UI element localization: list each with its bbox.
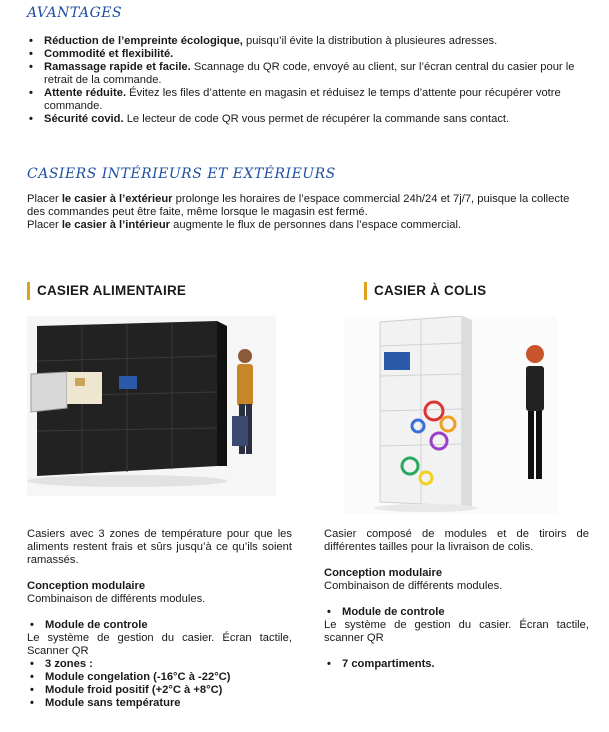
casiers-intro [27, 193, 587, 232]
list-item: • Réduction de l’empreinte écologique, puisqu’il évite la distribution à plusieures adresses. [27, 35, 587, 48]
parcel-locker-illustration [344, 316, 557, 514]
list-item: • Attente réduite. Évitez les files d’attente en magasin et réduisez le temps d’attente pour récupérer votre commande. [27, 87, 587, 113]
food-locker-photo [27, 316, 276, 496]
food-locker-illustration [27, 316, 276, 496]
list-item: • Module sans température [27, 697, 292, 710]
section-title-colis: CASIER À COLIS [364, 282, 486, 300]
list-item: • Module de controle [27, 619, 292, 632]
list-item: • Ramassage rapide et facile. Scannage du QR code, envoyé au client, sur l’écran central du casier pour le retrait de la commande. [27, 61, 587, 87]
list-item: • 3 zones : [27, 658, 292, 671]
intro-paragraph-outdoor: Placer le casier à l’extérieur prolonge les horaires de l’espace commercial 24h/24 et 7j/7, puisque la collecte des commandes peut être faite, même lorsque le magasin est fermé. [27, 193, 570, 218]
casiers-heading: CASIERS INTÉRIEURS ET EXTÉRIEURS [27, 166, 336, 182]
avantages-heading: AVANTAGES [27, 5, 123, 21]
intro-paragraph-indoor: Placer le casier à l’intérieur augmente le flux de personnes dans l’espace commercial. [27, 219, 462, 231]
alimentaire-description: Casiers avec 3 zones de température pour que les aliments restent frais et sûrs jusqu’à ce qu’ils soient ramassés. Conception modulaire Combinaison de différents modules. • Module de controle Le système de gestion du casier. Écran tactile, Scanner QR • 3 zones : • Module congelation (-16°C à -22°C) • Module froid positif (+2°C à +8°C) • Module sans température [27, 528, 292, 710]
list-item: • Commodité et flexibilité. [27, 48, 587, 61]
list-item: • Module de controle [324, 606, 589, 619]
list-item: • 7 compartiments. [324, 658, 589, 671]
avantages-list [27, 35, 587, 126]
parcel-locker-photo [344, 316, 557, 514]
section-title-alimentaire: CASIER ALIMENTAIRE [27, 282, 186, 300]
list-item: • Module congelation (-16°C à -22°C) [27, 671, 292, 684]
list-item: • Sécurité covid. Le lecteur de code QR vous permet de récupérer la commande sans contact. [27, 113, 587, 126]
colis-description: Casier composé de modules et de tiroirs de différentes tailles pour la livraison de colis. Conception modulaire Combinaison de différents modules. • Module de controle Le système de gestion du casier. Écran tactile, scanner QR • 7 compartiments. [324, 528, 589, 671]
list-item: • Module froid positif (+2°C à +8°C) [27, 684, 292, 697]
